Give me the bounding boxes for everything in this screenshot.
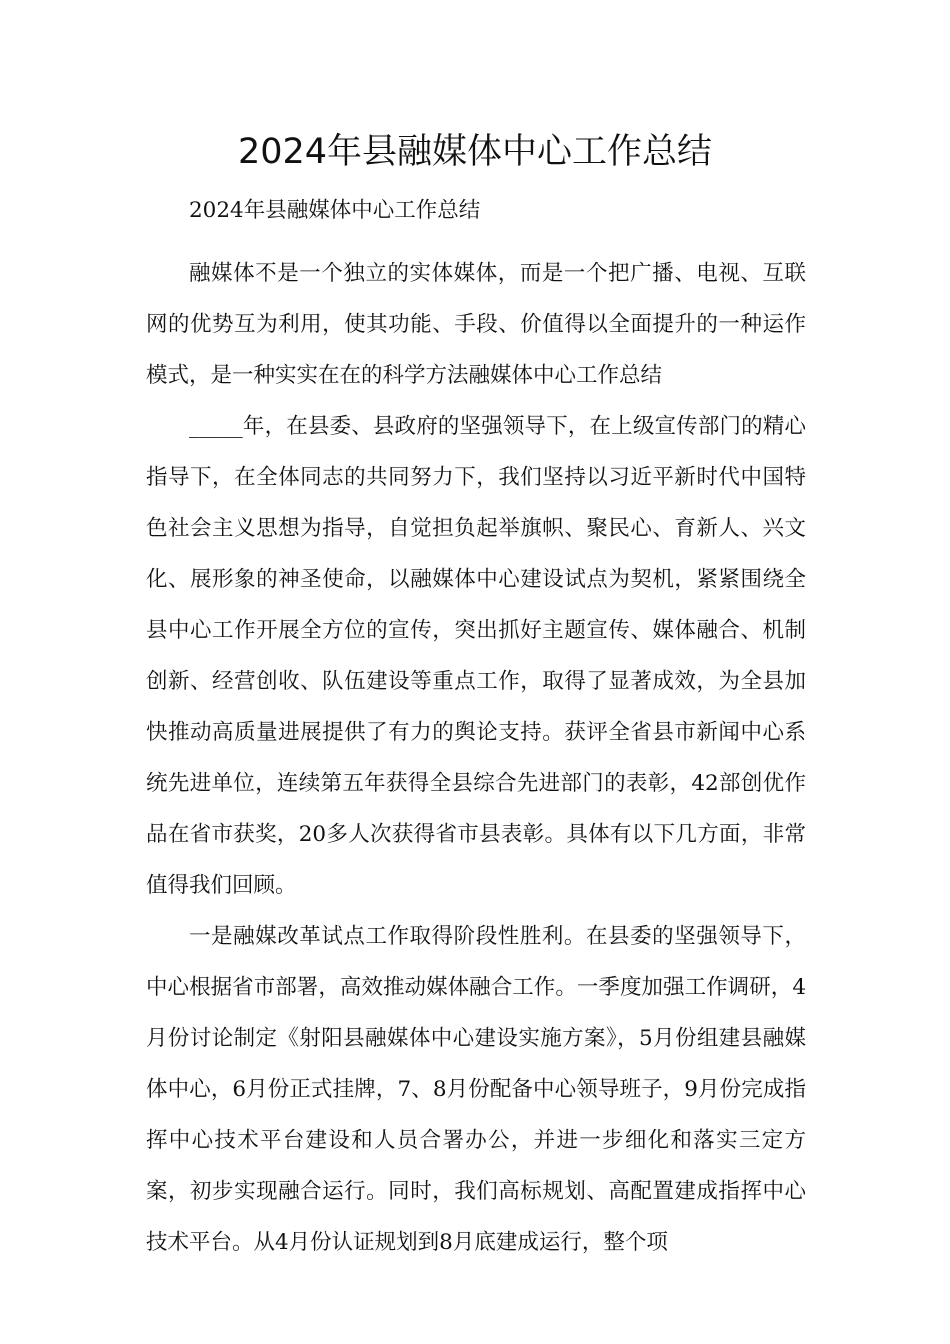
document-body [146,185,806,1268]
document-subtitle: 2024年县融媒体中心工作总结 [189,198,481,223]
paragraph-intro: 融媒体不是一个独立的实体媒体，而是一个把广播、电视、互联网的优势互为利用，使其功能、手段、价值得以全面提升的一种运作模式，是一种实实在在的科学方法融媒体中心工作总结 [146,261,806,388]
paragraph-summary: _____年，在县委、县政府的坚强领导下，在上级宣传部门的精心指导下，在全体同志的共同努力下，我们坚持以习近平新时代中国特色社会主义思想为指导，自觉担负起举旗帜、聚民心、育新人、兴文化、展形象的神圣使命，以融媒体中心建设试点为契机，紧紧围绕全县中心工作开展全方位的宣传，突出抓好主题宣传、媒体融合、机制创新、经营创收、队伍建设等重点工作，取得了显著成效，为全县加快推动高质量进展提供了有力的舆论支持。获评全省县市新闻中心系统先进单位，连续第五年获得全县综合先进部门的表彰，42部创优作品在省市获奖，20多人次获得省市县表彰。具体有以下几方面，非常值得我们回顾。 [146,414,806,898]
document-title: 2024年县融媒体中心工作总结 [237,132,713,172]
paragraph-reform: 一是融媒改革试点工作取得阶段性胜利。在县委的坚强领导下，中心根据省市部署，高效推动媒体融合工作。一季度加强工作调研，4月份讨论制定《射阳县融媒体中心建设实施方案》，5月份组建县融媒体中心，6月份正式挂牌，7、8月份配备中心领导班子，9月份完成指挥中心技术平台建设和人员合署办公，并进一步细化和落实三定方案，初步实现融合运行。同时，我们高标规划、高配置建成指挥中心技术平台。从4月份认证规划到8月底建成运行，整个项 [146,924,806,1255]
